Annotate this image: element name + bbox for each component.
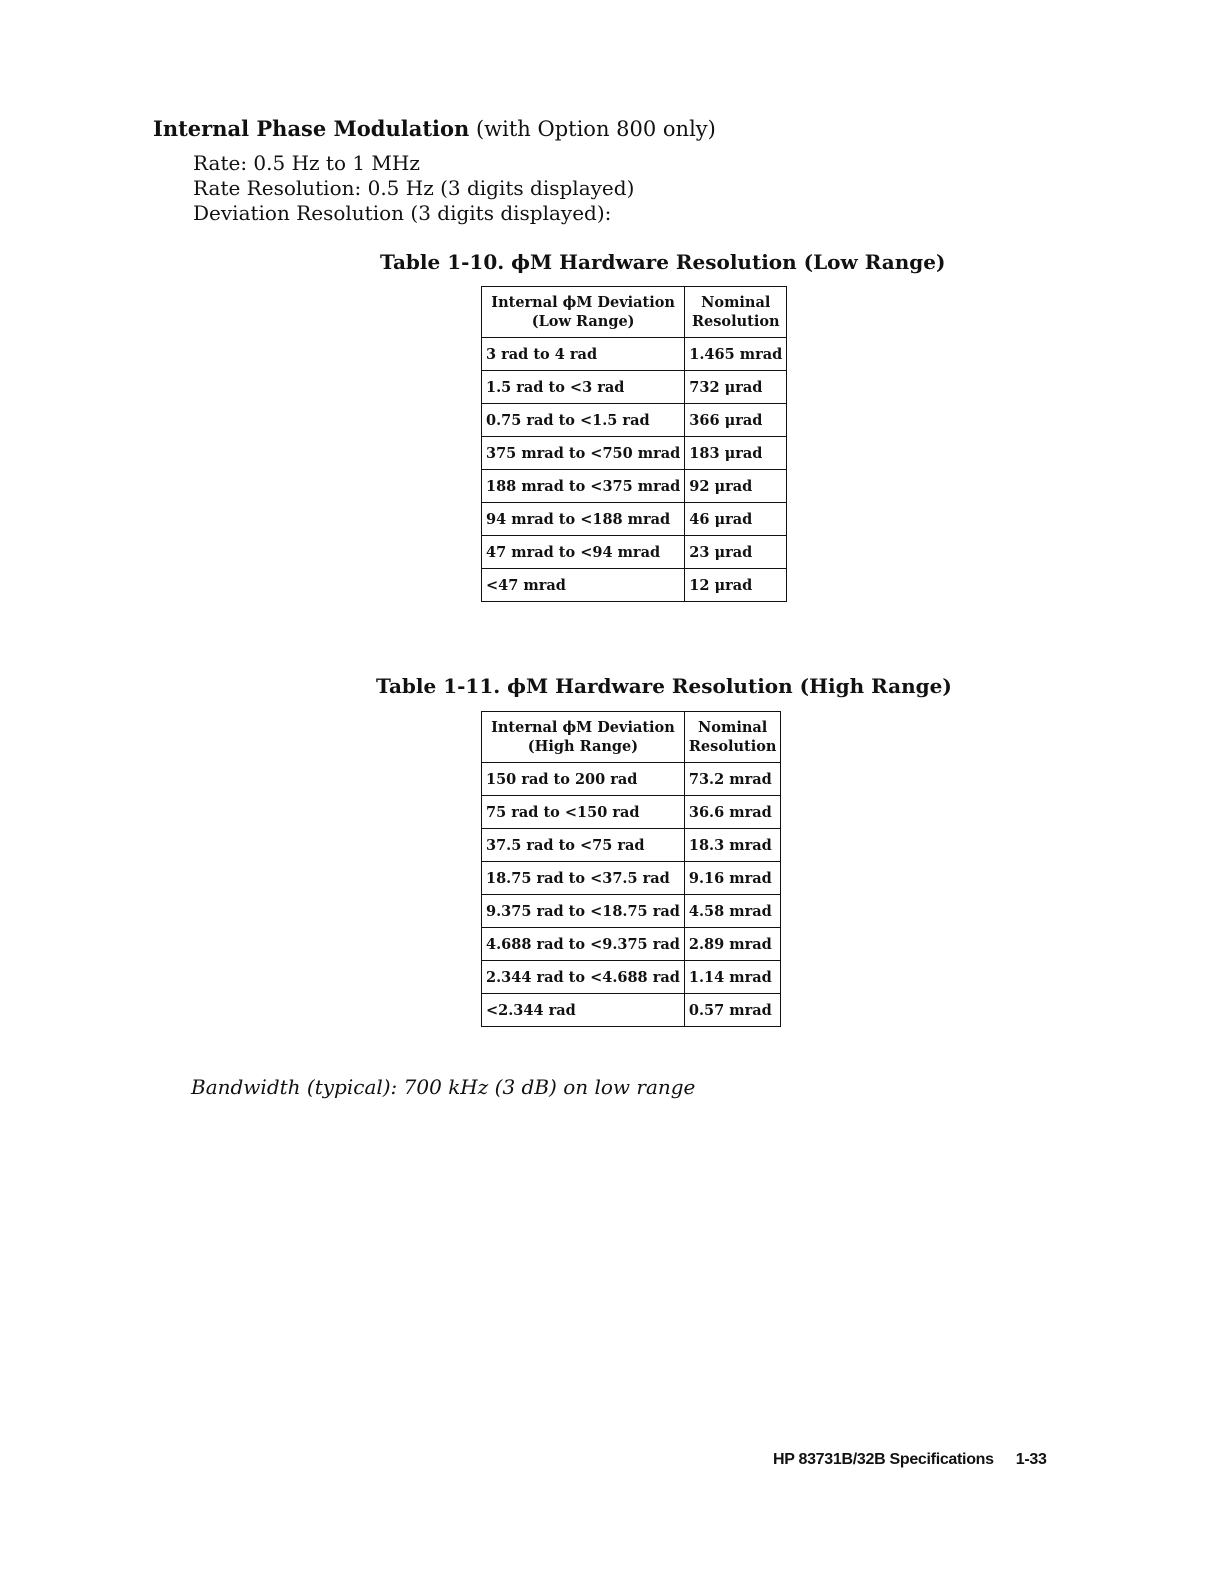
resolution-cell: 0.57 mrad	[684, 994, 781, 1027]
table-row	[482, 437, 787, 470]
resolution-cell: 36.6 mrad	[684, 796, 781, 829]
resolution-cell: 23 μrad	[685, 536, 787, 569]
table-row	[482, 928, 781, 961]
resolution-cell: 366 μrad	[685, 404, 787, 437]
deviation-cell: 1.5 rad to <3 rad	[482, 371, 685, 404]
resolution-cell: 1.14 mrad	[684, 961, 781, 994]
deviation-cell: 18.75 rad to <37.5 rad	[482, 862, 685, 895]
table-header-row	[482, 287, 787, 338]
deviation-cell: <2.344 rad	[482, 994, 685, 1027]
resolution-cell: 183 μrad	[685, 437, 787, 470]
deviation-cell: 2.344 rad to <4.688 rad	[482, 961, 685, 994]
resolution-cell: 12 μrad	[685, 569, 787, 602]
table-row	[482, 404, 787, 437]
high-range-table	[481, 711, 781, 1027]
header-resolution: Nominal Resolution	[685, 287, 787, 338]
footer-doc-title: HP 83731B/32B Specifications	[773, 1451, 994, 1468]
table-row	[482, 470, 787, 503]
deviation-cell: 75 rad to <150 rad	[482, 796, 685, 829]
table-row	[482, 536, 787, 569]
bandwidth-note: Bandwidth (typical): 700 kHz (3 dB) on low range	[191, 1075, 696, 1099]
deviation-cell: 9.375 rad to <18.75 rad	[482, 895, 685, 928]
table-row	[482, 994, 781, 1027]
section-title: Internal Phase Modulation	[153, 116, 470, 141]
table-row	[482, 763, 781, 796]
deviation-cell: 47 mrad to <94 mrad	[482, 536, 685, 569]
resolution-cell: 732 μrad	[685, 371, 787, 404]
table-row	[482, 796, 781, 829]
deviation-cell: 0.75 rad to <1.5 rad	[482, 404, 685, 437]
deviation-resolution-spec: Deviation Resolution (3 digits displayed):	[193, 201, 612, 225]
deviation-cell: 150 rad to 200 rad	[482, 763, 685, 796]
deviation-cell: 37.5 rad to <75 rad	[482, 829, 685, 862]
table-row	[482, 338, 787, 371]
deviation-cell: 4.688 rad to <9.375 rad	[482, 928, 685, 961]
rate-resolution-spec: Rate Resolution: 0.5 Hz (3 digits displayed)	[193, 176, 635, 200]
section-subtitle: (with Option 800 only)	[469, 117, 716, 141]
header-deviation: Internal ϕM Deviation (Low Range)	[482, 287, 685, 338]
deviation-cell: 94 mrad to <188 mrad	[482, 503, 685, 536]
low-range-table	[481, 286, 787, 602]
resolution-cell: 9.16 mrad	[684, 862, 781, 895]
header-deviation: Internal ϕM Deviation (High Range)	[482, 712, 685, 763]
table-row	[482, 895, 781, 928]
resolution-cell: 1.465 mrad	[685, 338, 787, 371]
header-resolution: Nominal Resolution	[684, 712, 781, 763]
footer-page-number: 1-33	[1015, 1451, 1047, 1468]
table-header-row	[482, 712, 781, 763]
spec-lines	[193, 151, 634, 226]
resolution-cell: 46 μrad	[685, 503, 787, 536]
section-heading	[153, 116, 716, 142]
table-row	[482, 569, 787, 602]
table-row	[482, 371, 787, 404]
table-row	[482, 961, 781, 994]
deviation-cell: 188 mrad to <375 mrad	[482, 470, 685, 503]
resolution-cell: 18.3 mrad	[684, 829, 781, 862]
deviation-cell: 375 mrad to <750 mrad	[482, 437, 685, 470]
rate-spec: Rate: 0.5 Hz to 1 MHz	[193, 151, 420, 175]
table-row	[482, 503, 787, 536]
table-row	[482, 829, 781, 862]
resolution-cell: 2.89 mrad	[684, 928, 781, 961]
resolution-cell: 73.2 mrad	[684, 763, 781, 796]
deviation-cell: <47 mrad	[482, 569, 685, 602]
deviation-cell: 3 rad to 4 rad	[482, 338, 685, 371]
resolution-cell: 4.58 mrad	[684, 895, 781, 928]
page-footer	[773, 1451, 1047, 1469]
table-row	[482, 862, 781, 895]
resolution-cell: 92 μrad	[685, 470, 787, 503]
